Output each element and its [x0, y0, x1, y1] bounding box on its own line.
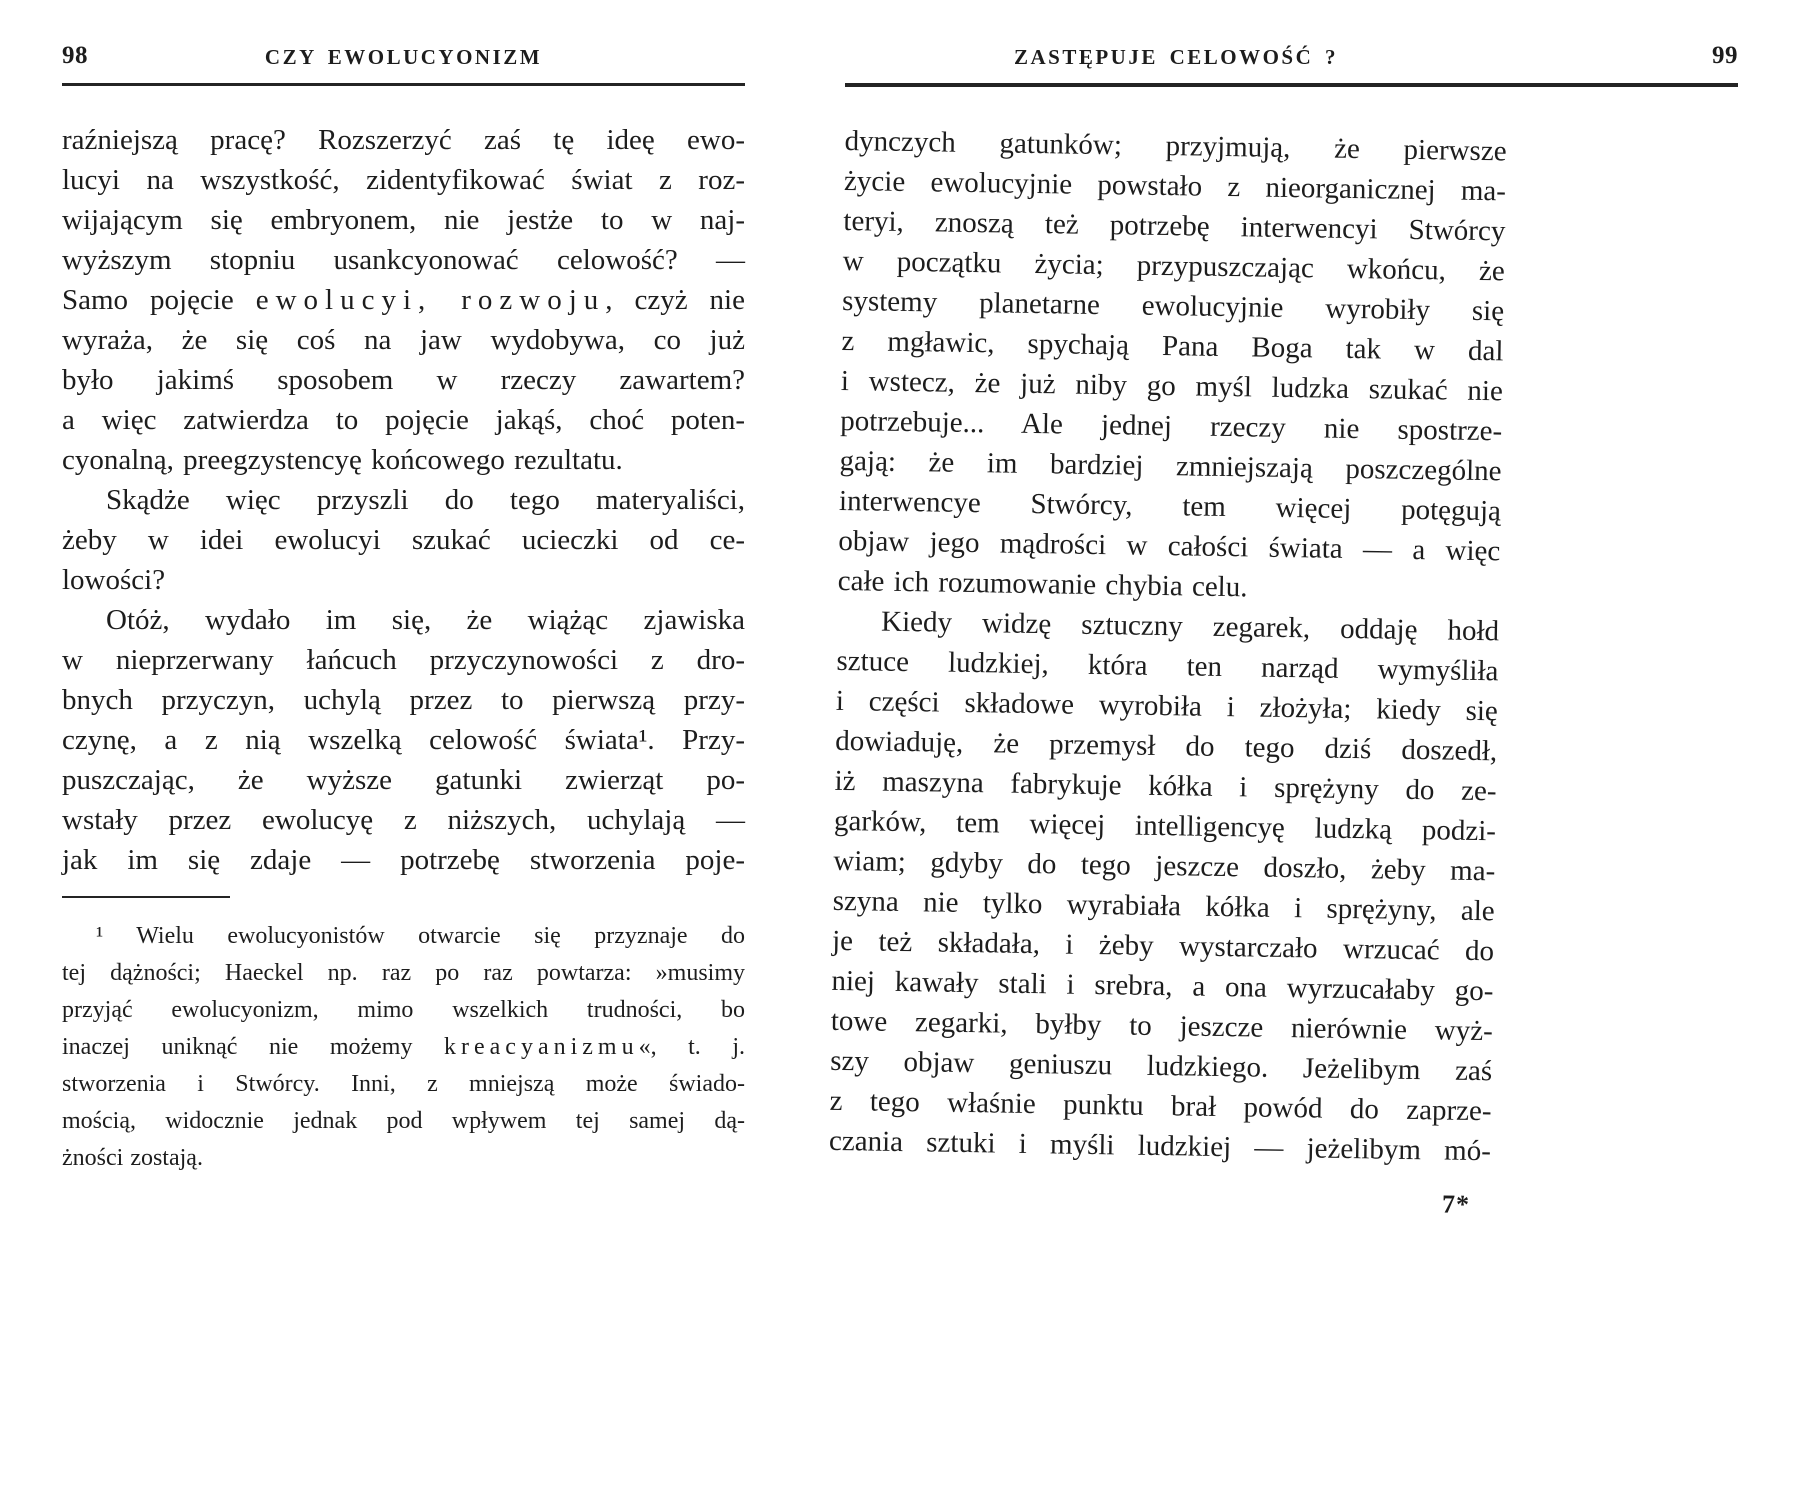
text-line: potrzebuje... Ale jednej rzeczy nie spostrze-: [840, 404, 1503, 448]
page-right: [828, 42, 1738, 1219]
running-title-left: CZY EWOLUCYONIZM: [264, 45, 543, 69]
letterspaced-text: kreacyanizmu: [444, 1034, 639, 1060]
text-line: szyna nie tylko wyrabiała kółka i sprężyny, ale: [832, 884, 1495, 928]
text-line: garków, tem więcej intelligencyę ludzką podzi-: [833, 804, 1497, 848]
page-left-column: [62, 120, 745, 1177]
text-line: a więc zatwierdza to pojęcie jakąś, choć poten-: [62, 404, 745, 436]
page-left: [62, 42, 745, 1177]
paragraph: [829, 601, 1500, 1171]
paragraph: [62, 918, 745, 1177]
text-line: wijającym się embryonem, nie jestże to w naj-: [62, 204, 745, 236]
text-line: czynę, a z nią wszelką celowość świata¹. Przy-: [62, 724, 745, 756]
text-line: żności zostają.: [62, 1145, 203, 1171]
page-left-header: [62, 42, 745, 74]
footnote-separator: [62, 896, 230, 898]
text-line: niej kawały stali i srebra, a ona wyrzucałaby go-: [831, 964, 1494, 1008]
text-line: stworzenia i Stwórcy. Inni, z mniejszą może świado-: [62, 1071, 745, 1097]
text-line: Samo pojęcie ewolucyi, rozwoju, czyż nie: [62, 284, 745, 316]
text-line: jak im się zdaje — potrzebę stworzenia poje-: [62, 844, 745, 876]
text-line: było jakimś sposobem w rzeczy zawartem?: [62, 364, 745, 396]
text-line: bnych przyczyn, uchylą przez to pierwszą przy-: [62, 684, 745, 716]
letterspaced-text: ewolucyi, rozwoju: [255, 284, 606, 316]
text-line: żeby w idei ewolucyi szukać ucieczki od ce-: [62, 524, 745, 556]
text-line: gają: że im bardziej zmniejszają poszczególne: [839, 444, 1502, 488]
text-line: interwencye Stwórcy, tem więcej potęgują: [838, 484, 1502, 528]
paragraph: [837, 121, 1506, 611]
text-line: objaw jego mądrości w całości świata — a więc: [838, 524, 1501, 568]
page-number-right: 99: [1712, 42, 1738, 69]
text-line: przyjąć ewolucyonizm, mimo wszelkich trudności, bo: [62, 997, 745, 1023]
text-line: Kiedy widzę sztuczny zegarek, oddaję hołd: [880, 605, 1500, 648]
text-line: inaczej uniknąć nie możemy kreacyanizmu«, t. j.: [62, 1034, 745, 1060]
text-line: sztuce ludzkiej, która ten narząd wymyśliła: [836, 644, 1499, 688]
text-line: iż maszyna fabrykuje kółka i sprężyny do ze-: [834, 764, 1497, 808]
text-line: towe zegarki, byłby to jeszcze nierównie wyż-: [830, 1004, 1494, 1048]
text-line: je też składała, i żeby wystarczało wrzucać do: [831, 924, 1495, 968]
text-line: z mgławic, spychają Pana Boga tak w dal: [841, 324, 1504, 368]
text-line: teryi, znoszą też potrzebę interwencyi Stwórcy: [843, 204, 1506, 248]
text-line: wyraża, że się coś na jaw wydobywa, co już: [62, 324, 745, 356]
text-line: Otóż, wydało im się, że wiążąc zjawiska: [106, 604, 745, 636]
text-line: życie ewolucyjnie powstało z nieorganicznej ma-: [843, 164, 1507, 208]
paragraph: [62, 480, 745, 600]
text-line: puszczając, że wyższe gatunki zwierząt po-: [62, 764, 745, 796]
text-line: lowości?: [62, 564, 166, 596]
text-line: i wstecz, że już niby go myśl ludzka szukać nie: [840, 364, 1504, 408]
running-title-right: ZASTĘPUJE CELOWOŚĆ ?: [1013, 45, 1339, 69]
page-left-footnote: [62, 918, 745, 1177]
text-line: i części składowe wyrobiła i złożyła; kiedy się: [835, 684, 1499, 728]
text-line: mością, widocznie jednak pod wpływem tej samej dą-: [62, 1108, 745, 1134]
text-line: dowiaduję, że przemysł do tego dziś doszedł,: [835, 724, 1498, 768]
text-line: całe ich rozumowanie chybia celu.: [837, 564, 1248, 604]
signature-mark: 7*: [1441, 1189, 1471, 1219]
header-rule-left: [62, 83, 745, 86]
text-line: dynczych gatunków; przyjmują, że pierwsze: [844, 124, 1507, 168]
page-number-left: 98: [62, 42, 88, 69]
page-right-body: [829, 121, 1507, 1171]
text-line: szy objaw geniuszu ludzkiego. Jeżelibym zaś: [829, 1044, 1493, 1088]
page-left-body: [62, 120, 745, 880]
page-right-column: [828, 121, 1507, 1225]
paragraph: [62, 120, 745, 480]
text-line: w nieprzerwany łańcuch przyczynowości z dro-: [62, 644, 745, 676]
text-line: raźniejszą pracę? Rozszerzyć zaś tę ideę ewo-: [62, 124, 745, 156]
page-right-header: [845, 42, 1738, 74]
text-line: cyonalną, preegzystencyę końcowego rezultatu.: [62, 444, 623, 476]
text-line: ¹ Wielu ewolucyonistów otwarcie się przyznaje do: [96, 923, 745, 949]
paragraph: [62, 600, 745, 880]
text-line: lucyi na wszystkość, zidentyfikować świat z roz-: [62, 164, 745, 196]
text-line: w początku życia; przypuszczając wkońcu, że: [842, 244, 1505, 288]
header-rule-right: [845, 83, 1738, 87]
text-line: tej dążności; Haeckel np. raz po raz powtarza: »musimy: [62, 960, 745, 986]
text-line: systemy planetarne ewolucyjnie wyrobiły się: [841, 284, 1505, 328]
text-line: wiam; gdyby do tego jeszcze doszło, żeby ma-: [833, 844, 1496, 888]
text-line: czania sztuki i myśli ludzkiej — jeżelibym mó-: [828, 1124, 1492, 1168]
text-line: z tego właśnie punktu brał powód do zaprze-: [829, 1084, 1492, 1128]
text-line: Skądże więc przyszli do tego materyaliści,: [106, 484, 745, 516]
text-line: wyższym stopniu usankcyonować celowość? —: [62, 244, 745, 276]
text-line: wstały przez ewolucyę z niższych, uchylają —: [62, 804, 745, 836]
